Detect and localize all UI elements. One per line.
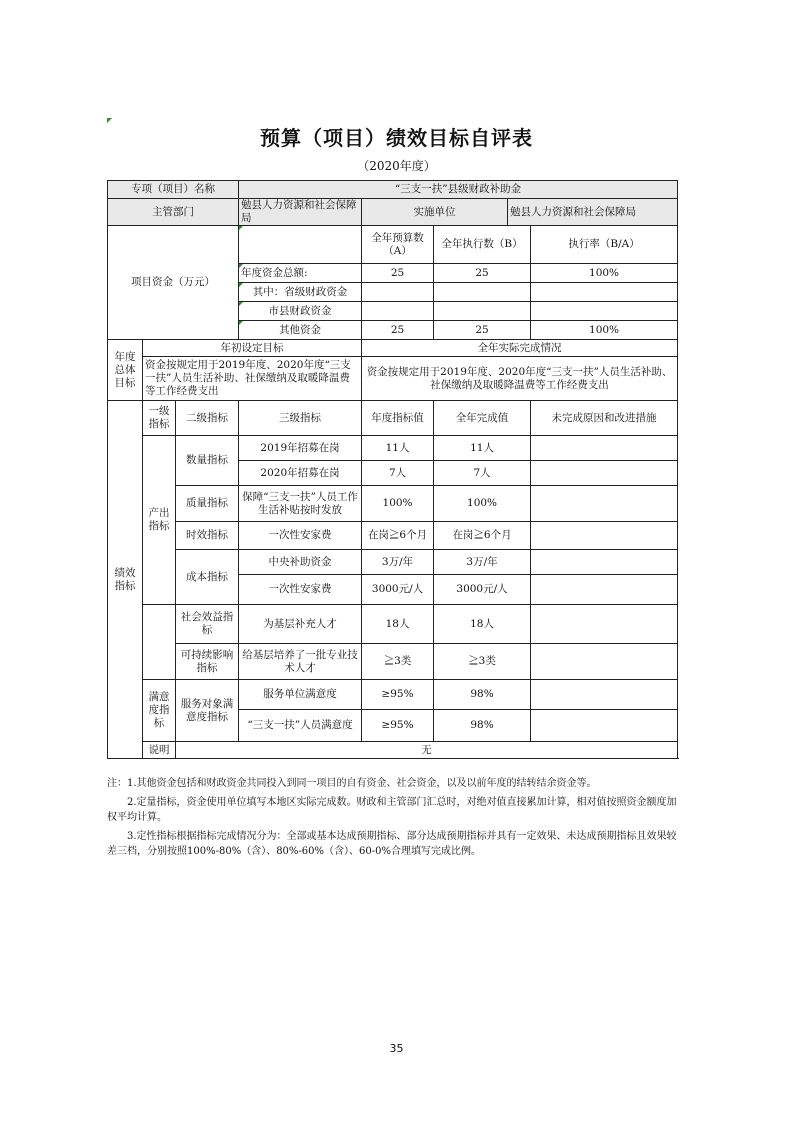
goals-initial: 资金按规定用于2019年度、2020年度“三支一扶”人员生活补助、社保缴纳及取暖降温费等工作经费支出: [143, 357, 362, 401]
indicator-name: 2020年招募在岗: [239, 461, 362, 486]
indicator-actual: 18人: [434, 605, 531, 644]
funds-row-label: 市县财政资金: [239, 302, 362, 321]
note-item: 2.定量指标，资金使用单位填写本地区实际完成数。财政和主管部门汇总时，对绝对值直接累加计算，相对值按照资金额度加权平均计算。: [107, 797, 677, 823]
perf-label: 绩效指标: [108, 401, 143, 759]
project-name-label: 专项（项目）名称: [108, 181, 239, 199]
indicator-actual: 3000元/人: [434, 575, 531, 605]
notes: [107, 776, 679, 863]
funds-row-exec: 25: [434, 321, 531, 340]
funds-row-rate: 100%: [531, 321, 678, 340]
goals-actual: 资金按规定用于2019年度、2020年度“三支一扶”人员生活补助、社保缴纳及取暖降温费等工作经费支出: [362, 357, 678, 401]
output-label: 产出指标: [143, 436, 176, 605]
indicator-name: 一次性安家费: [239, 575, 362, 605]
page-title: 预算（项目）绩效目标自评表: [260, 126, 533, 150]
indicator-target: 100%: [362, 486, 434, 522]
funds-label: 项目资金（万元）: [108, 226, 239, 340]
indicator-target: 7人: [362, 461, 434, 486]
indicator-reason: [531, 436, 678, 461]
note-item: 3.定性指标根据指标完成情况分为：全部或基本达成预期指标、部分达成预期指标并具有一定效果、未达成预期指标且效果较差三档，分别按照100%-80%（含）、80%-60%（含）、60-0%合理填写完成比例。: [107, 831, 677, 857]
remark-value: 无: [176, 742, 678, 759]
indicator-name: 一次性安家费: [239, 522, 362, 550]
indicator-actual: 98%: [434, 710, 531, 742]
funds-header-blank: [239, 226, 362, 264]
indicator-reason: [531, 522, 678, 550]
indicator-reason: [531, 605, 678, 644]
note-item: 注：1.其他资金包括和财政资金共同投入到同一项目的自有资金、社会资金，以及以前年度的结转结余资金等。: [107, 778, 597, 789]
indicator-reason: [531, 550, 678, 575]
col-exec: 全年执行数（B）: [434, 226, 531, 264]
indicator-target: 在岗≧6个月: [362, 522, 434, 550]
time-label: 时效指标: [176, 522, 239, 550]
indicator-name: 给基层培养了一批专业技术人才: [239, 644, 362, 680]
goals-label: 年度总体目标: [108, 340, 143, 401]
project-name: “三支一扶”县级财政补助金: [239, 181, 678, 199]
indicator-actual: 11人: [434, 436, 531, 461]
dept-value: 勉县人力资源和社会保障局: [239, 199, 362, 226]
funds-row-rate: [531, 302, 678, 321]
funds-row-label: 其中：省级财政资金: [239, 283, 362, 302]
funds-row-exec: [434, 283, 531, 302]
report-year: （2020年度）: [357, 159, 436, 173]
page-number: 35: [389, 1042, 404, 1055]
indicator-name: 服务单位满意度: [239, 680, 362, 710]
header-l1: 一级指标: [143, 401, 176, 436]
header-target: 年度指标值: [362, 401, 434, 436]
indicator-name: 保障“三支一扶”人员工作生活补贴按时发放: [239, 486, 362, 522]
evaluation-table: [107, 180, 678, 759]
indicator-target: ≧3类: [362, 644, 434, 680]
impl-value: 勉县人力资源和社会保障局: [508, 199, 678, 226]
header-l3: 三级指标: [239, 401, 362, 436]
header-l2: 二级指标: [176, 401, 239, 436]
col-budget: 全年预算数（A）: [362, 226, 434, 264]
indicator-target: 3万/年: [362, 550, 434, 575]
indicator-actual: 100%: [434, 486, 531, 522]
indicator-reason: [531, 461, 678, 486]
header-reason: 未完成原因和改进措施: [531, 401, 678, 436]
quantity-label: 数量指标: [176, 436, 239, 486]
indicator-target: 11人: [362, 436, 434, 461]
social-label: 社会效益指标: [176, 605, 239, 644]
indicator-reason: [531, 644, 678, 680]
indicator-reason: [531, 486, 678, 522]
indicator-actual: 在岗≧6个月: [434, 522, 531, 550]
indicator-target: ≥95%: [362, 710, 434, 742]
indicator-reason: [531, 575, 678, 605]
indicator-name: “三支一扶”人员满意度: [239, 710, 362, 742]
effect-label-blank: [143, 605, 176, 680]
header-actual: 全年完成值: [434, 401, 531, 436]
funds-row-rate: [531, 283, 678, 302]
funds-row-label: 其他资金: [239, 321, 362, 340]
indicator-name: 中央补助资金: [239, 550, 362, 575]
impl-label: 实施单位: [362, 199, 508, 226]
indicator-reason: [531, 710, 678, 742]
funds-row-budget: [362, 302, 434, 321]
sustain-label: 可持续影响指标: [176, 644, 239, 680]
indicator-target: 3000元/人: [362, 575, 434, 605]
dept-label: 主管部门: [108, 199, 239, 226]
indicator-actual: ≧3类: [434, 644, 531, 680]
remark-label: 说明: [143, 742, 176, 759]
indicator-reason: [531, 680, 678, 710]
indicator-target: ≥95%: [362, 680, 434, 710]
goals-actual-header: 全年实际完成情况: [362, 340, 678, 357]
funds-row-exec: [434, 302, 531, 321]
funds-row-budget: 25: [362, 321, 434, 340]
indicator-actual: 3万/年: [434, 550, 531, 575]
indicator-actual: 7人: [434, 461, 531, 486]
col-rate: 执行率（B/A）: [531, 226, 678, 264]
satisfaction-label: 满意度指标: [143, 680, 176, 742]
funds-row-budget: 25: [362, 264, 434, 283]
cost-label: 成本指标: [176, 550, 239, 605]
funds-row-exec: 25: [434, 264, 531, 283]
indicator-name: 2019年招募在岗: [239, 436, 362, 461]
quality-label: 质量指标: [176, 486, 239, 522]
funds-row-label: 年度资金总额:: [239, 264, 362, 283]
goals-initial-header: 年初设定目标: [143, 340, 362, 357]
funds-row-budget: [362, 283, 434, 302]
indicator-target: 18人: [362, 605, 434, 644]
indicator-actual: 98%: [434, 680, 531, 710]
funds-row-rate: 100%: [531, 264, 678, 283]
indicator-name: 为基层补充人才: [239, 605, 362, 644]
service-label: 服务对象满意度指标: [176, 680, 239, 742]
